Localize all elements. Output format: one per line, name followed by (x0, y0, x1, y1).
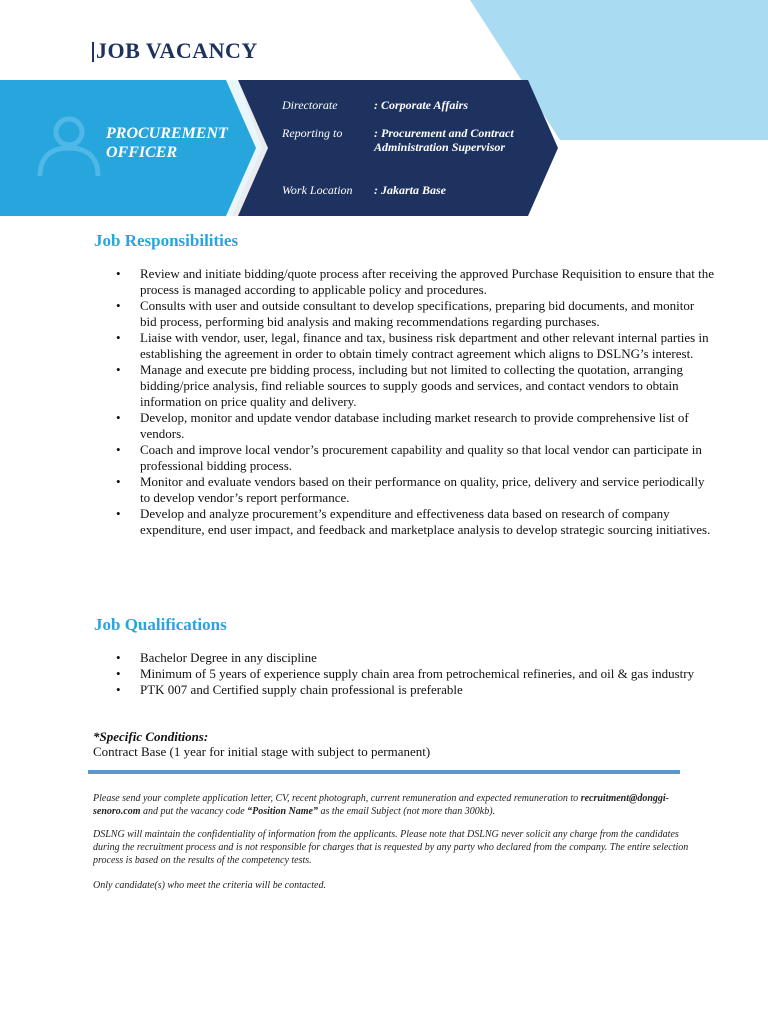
location-value: : Jakarta Base (374, 183, 446, 197)
application-instructions (93, 792, 693, 818)
list-item: • Coach and improve local vendor’s procurement capability and quality so that local vendor can participate in professional bidding process. (94, 442, 714, 474)
apply-mid: and put the vacancy code (143, 806, 245, 817)
vacancy-code: “Position Name” (247, 806, 318, 817)
section-divider (88, 770, 680, 774)
recruitment-email[interactable]: recruitment@donggi-senoro.com (93, 793, 670, 817)
responsibilities-list (94, 266, 714, 538)
location-label: Work Location (282, 183, 353, 197)
list-item: • PTK 007 and Certified supply chain professional is preferable (94, 682, 714, 698)
list-item: • Review and initiate bidding/quote process after receiving the approved Purchase Requisition to ensure that the process is managed according to applicable policy and procedures. (94, 266, 714, 298)
reporting-value: : Procurement and Contract Administration Supervisor (374, 126, 514, 154)
position-title: PROCUREMENT OFFICER (106, 125, 228, 161)
user-icon (34, 110, 104, 180)
contact-note: Only candidate(s) who meet the criteria will be contacted. (93, 880, 326, 891)
list-item: • Minimum of 5 years of experience supply chain area from petrochemical refineries, and oil & gas industry (94, 666, 714, 682)
title-accent-bar (92, 42, 94, 62)
list-item: • Consults with user and outside consultant to develop specifications, preparing bid documents, and monitor bid process, performing bid analysis and making recommendations regarding purchases. (94, 298, 714, 330)
reporting-label: Reporting to (282, 126, 343, 140)
qualifications-list (94, 650, 714, 698)
conditions-label: *Specific Conditions: (93, 729, 209, 744)
list-item: • Manage and execute pre bidding process, including but not limited to collecting the quotation, arranging bidding/price analysis, find reliable sources to supply goods and services, and contact vendors to obtain information on price quality and delivery. (94, 362, 714, 410)
list-item: • Monitor and evaluate vendors based on their performance on quality, price, delivery and service periodically to develop vendor’s report performance. (94, 474, 714, 506)
list-item: • Liaise with vendor, user, legal, finance and tax, business risk department and other relevant internal parties in establishing the agreement in order to obtain timely contract agreement which aligns to DSLNG’s interest. (94, 330, 714, 362)
directorate-label: Directorate (282, 98, 338, 112)
responsibilities-heading: Job Responsibilities (94, 231, 239, 250)
qualifications-heading: Job Qualifications (94, 615, 227, 634)
page-title: JOB VACANCY (96, 38, 258, 63)
confidentiality-notice: DSLNG will maintain the confidentiality of information from the applicants. Please note that DSLNG never solicit any charge from the candidates during the recruitment process and is not responsible for charges that is requested by any party who declared from the company. The entire selection process is based on the results of the competency tests. (93, 829, 689, 866)
list-item: • Develop and analyze procurement’s expenditure and effectiveness data based on research of company expenditure, end user impact, and feedback and marketplace analysis to develop strategic sourcing initiatives. (94, 506, 714, 538)
list-item: • Bachelor Degree in any discipline (94, 650, 714, 666)
apply-suffix: as the email Subject (not more than 300kb). (320, 806, 496, 817)
directorate-value: : Corporate Affairs (374, 98, 469, 112)
conditions-text: Contract Base (1 year for initial stage with subject to permanent) (93, 744, 431, 759)
list-item: • Develop, monitor and update vendor database including market research to provide comprehensive list of vendors. (94, 410, 714, 442)
apply-prefix: Please send your complete application letter, CV, recent photograph, current remuneration and expected remuneration to (93, 793, 579, 804)
